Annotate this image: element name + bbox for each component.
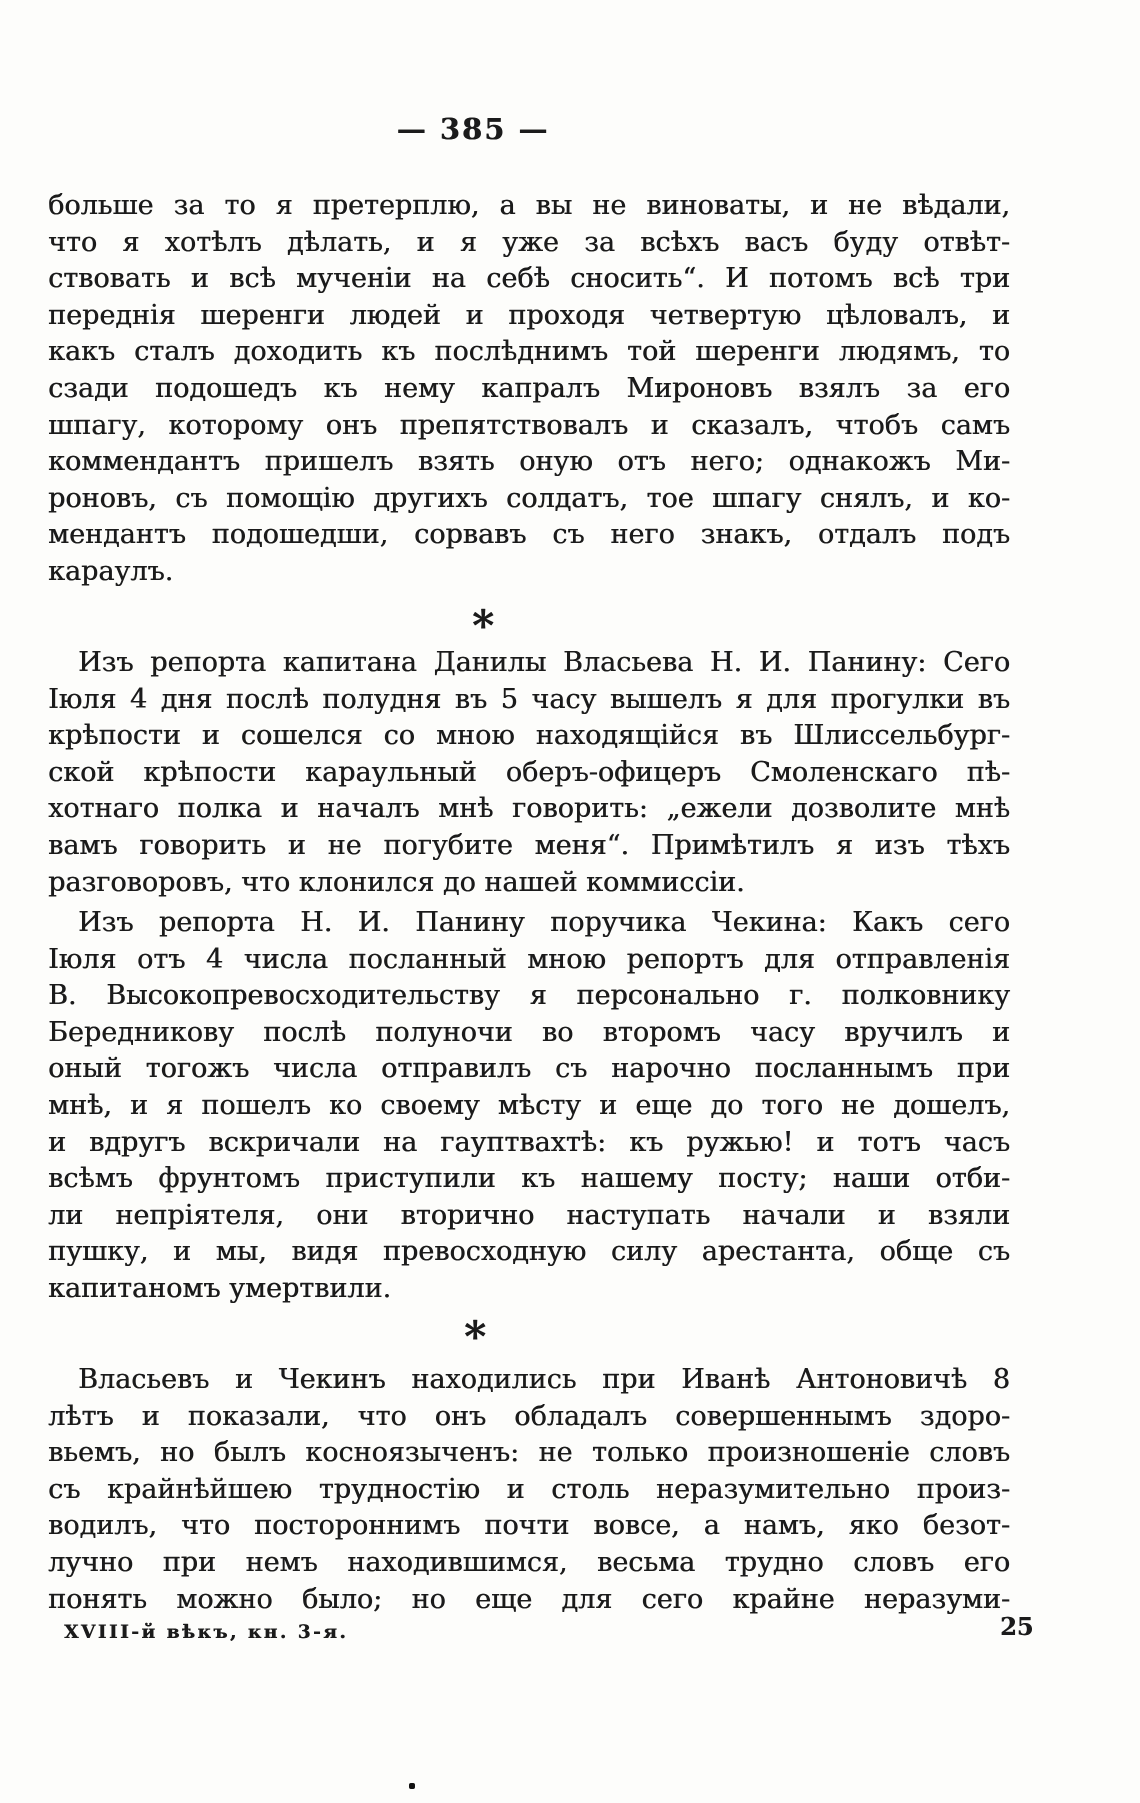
text-line: понять можно было; но еще для сего крайне неразуми- — [48, 1583, 1010, 1615]
ink-speck — [409, 1783, 415, 1789]
text-line: больше за то я претерплю, а вы не виноваты, и не вѣдали, — [48, 190, 1010, 221]
footer-sheet-number: 25 — [1000, 1612, 1034, 1641]
text-line: хотнаго полка и началъ мнѣ говорить: „ежели дозволите мнѣ — [48, 793, 1010, 825]
text-line: и вдругъ вскричали на гауптвахтѣ: къ ружью! и тотъ часъ — [48, 1126, 1010, 1158]
text-line: мендантъ подошедши, сорвавъ съ него знакъ, отдалъ подъ — [48, 519, 1010, 551]
text-line: караулъ. — [48, 555, 174, 587]
page-number-header: — 385 — — [396, 112, 550, 146]
text-line: лѣтъ и показали, что онъ обладалъ совершеннымъ здоро- — [48, 1400, 1010, 1432]
text-line: Изъ репорта Н. И. Панину поручика Чекина: Какъ сего — [78, 907, 1010, 938]
section-separator-asterisk: * — [472, 601, 494, 650]
text-line: Іюля 4 дня послѣ полудня въ 5 часу вышелъ я для прогулки въ — [48, 683, 1010, 715]
text-line: лучно при немъ находившимся, весьма трудно словъ его — [48, 1546, 1010, 1578]
text-line: съ крайнѣйшею трудностію и столь неразумительно произ- — [48, 1473, 1010, 1505]
text-line: что я хотѣлъ дѣлать, и я уже за всѣхъ васъ буду отвѣт- — [48, 226, 1010, 258]
text-line: мнѣ, и я пошелъ ко своему мѣсту и еще до того не дошелъ, — [48, 1089, 1010, 1121]
text-line: Бередникову послѣ полуночи во второмъ часу вручилъ и — [48, 1016, 1010, 1048]
text-line: крѣпости и сошелся со мною находящійся въ Шлиссельбург- — [48, 720, 1010, 752]
footer-edition-label: XVIII-й вѣкъ, кн. 3-я. — [64, 1622, 349, 1643]
paragraph-ivan-antonovich — [48, 1362, 1010, 1618]
text-line: всѣмъ фрунтомъ приступили къ нашему посту; наши отби- — [48, 1163, 1010, 1195]
text-line: вьемъ, но былъ косноязыченъ: не только произношеніе словъ — [48, 1437, 1010, 1469]
section-separator-asterisk: * — [464, 1312, 486, 1361]
text-line: коммендантъ пришелъ взять оную отъ него; однакожъ Ми- — [48, 446, 1010, 478]
text-line: переднія шеренги людей и проходя четвертую цѣловалъ, и — [48, 299, 1010, 331]
text-line: водилъ, что постороннимъ почти вовсе, а намъ, яко безот- — [48, 1510, 1010, 1542]
text-line: пушку, и мы, видя превосходную силу арестанта, обще съ — [48, 1236, 1010, 1268]
text-line: капитаномъ умертвили. — [48, 1272, 392, 1304]
paragraph-vlasev-report — [48, 645, 1010, 901]
text-line: Изъ репорта капитана Данилы Власьева Н. И. Панину: Сего — [78, 647, 1010, 678]
text-line: Власьевъ и Чекинъ находились при Иванѣ Антоновичѣ 8 — [78, 1364, 1010, 1395]
text-line: какъ сталъ доходить къ послѣднимъ той шеренги людямъ, то — [48, 336, 1010, 368]
text-line: ской крѣпости караульный оберъ-офицеръ Смоленскаго пѣ- — [48, 756, 1010, 788]
text-line: сзади подошедъ къ нему капралъ Мироновъ взялъ за его — [48, 372, 1010, 404]
text-line: В. Высокопревосходительству я персонально г. полковнику — [48, 980, 1010, 1012]
paragraph-continuation — [48, 188, 1010, 591]
text-line: вамъ говорить и не погубите меня“. Примѣтилъ я изъ тѣхъ — [48, 829, 1010, 861]
text-line: шпагу, которому онъ препятствовалъ и сказалъ, чтобъ самъ — [48, 409, 1010, 441]
text-line: Іюля отъ 4 числа посланный мною репортъ для отправленія — [48, 943, 1010, 975]
text-line: роновъ, съ помощію другихъ солдатъ, тое шпагу снялъ, и ко- — [48, 482, 1010, 514]
text-line: ствовать и всѣ мученіи на себѣ сносить“. И потомъ всѣ три — [48, 263, 1010, 295]
paragraph-chekin-report — [48, 905, 1010, 1308]
text-line: оный тогожъ числа отправилъ съ нарочно посланнымъ при — [48, 1053, 1010, 1085]
text-line: ли непріятеля, они вторично наступать начали и взяли — [48, 1199, 1010, 1231]
text-line: разговоровъ, что клонился до нашей коммиссіи. — [48, 866, 745, 898]
